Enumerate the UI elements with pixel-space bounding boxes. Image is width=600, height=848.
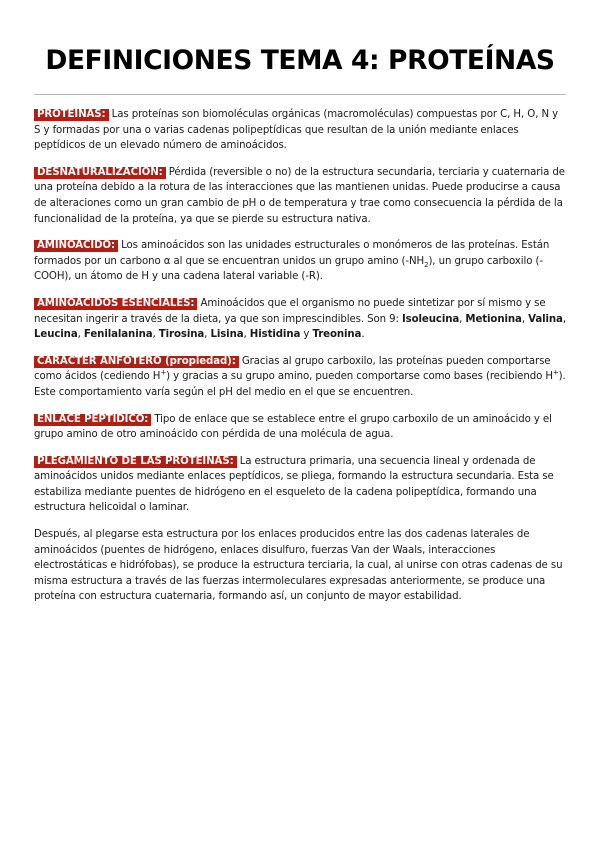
amino-acid-name: Isoleucina (401, 313, 460, 325)
amino-acid-name: Valina (528, 313, 563, 325)
list-separator: , (521, 313, 529, 325)
list-separator: y (300, 329, 313, 341)
definition-text-end: ). Este comportamiento varía según el pH del medio en el que se encuentren. (34, 371, 566, 398)
term-label: AMINOÁCIDOS ESENCIALES: (34, 298, 197, 310)
term-label: PLEGAMIENTO DE LAS PROTEÍNAS: (34, 456, 237, 468)
title-divider (34, 94, 566, 95)
superscript: + (552, 368, 559, 377)
list-separator: , (459, 313, 466, 325)
definition-desnaturalizacion (34, 165, 566, 227)
amino-acid-name: Fenilalanina (83, 329, 153, 341)
term-label: ENLACE PEPTÍDICO: (34, 414, 151, 426)
definition-text: Pérdida (reversible o no) de la estructura secundaria, terciaria y cuaternaria de una proteína debido a la rotura de las interacciones que las mantienen unidas. Puede producirse a causa de alteraciones como un gran cambio de pH o de temperatura y trae como consecuencia la pérdida de la funcionalidad de la proteína, ya que se pierde su estructura nativa. (34, 166, 565, 225)
list-separator: , (562, 313, 566, 325)
definition-text: Las proteínas son biomoléculas orgánicas (macromoléculas) compuestas por C, H, O, N y S y formadas por una o varias cadenas polipeptídicas que resultan de la unión mediante enlaces peptídicos de un elevado número de aminoácidos. (34, 109, 559, 152)
amino-acid-name: Histidina (249, 329, 301, 341)
page-title: DEFINICIONES TEMA 4: PROTEÍNAS (45, 45, 555, 76)
subscript: 2 (424, 260, 429, 269)
amino-acid-name: Leucina (34, 329, 78, 341)
definition-enlace-peptidico (34, 412, 566, 443)
definition-text-cont: ), un grupo carboxilo (-COOH), un átomo de H y una cadena lateral variable (-R). (34, 255, 543, 283)
definition-proteinas (34, 107, 566, 154)
list-separator: , (204, 329, 211, 341)
term-label: AMINOÁCIDO: (34, 240, 118, 252)
superscript: + (160, 368, 167, 377)
closing-paragraph: Después, al plegarse esta estructura por los enlaces producidos entre las dos cadenas laterales de aminoácidos (puentes de hidrógeno, enlaces disulfuro, fuerzas Van der Waals, interacciones electrostáticas e hidrófobas), se produce la estructura terciaria, la cual, al unirse con otras cadenas de su misma estructura a través de las fuerzas intermoleculares expresadas anteriormente, se produce una proteína con estructura cuaternaria, formando así, un conjunto de mayor estabilidad. (34, 529, 563, 603)
definition-text-cont: ) y gracias a su grupo amino, pueden comportarse como bases (recibiendo H (166, 371, 553, 383)
definition-plegamiento (34, 454, 566, 516)
list-separator: , (152, 329, 159, 341)
definition-aminoacido (34, 238, 566, 285)
list-separator: . (361, 329, 365, 341)
definition-aminoacidos-esenciales (34, 296, 566, 343)
definition-text: La estructura primaria, una secuencia lineal y ordenada de aminoácidos unidos mediante enlaces peptídicos, se pliega, formando la estructura secundaria. Esta se estabiliza mediante puentes de hidrógeno en el esqueleto de la cadena polipeptídica, formando una estructura helicoidal o laminar. (34, 455, 554, 514)
amino-acid-name: Tirosina (158, 329, 205, 341)
definition-text: Gracias al grupo carboxilo, las proteínas pueden comportarse como ácidos (cediendo H (34, 355, 551, 383)
amino-acid-name: Metionina (465, 313, 522, 325)
list-separator: , (243, 329, 250, 341)
definition-text: Los aminoácidos son las unidades estructurales o monómeros de las proteínas. Están formados por un carbono α al que se encuentran unidos un grupo amino (-NH (34, 240, 550, 267)
amino-acid-name: Lisina (210, 329, 244, 341)
term-label: DESNATURALIZACIÓN: (34, 167, 166, 179)
definition-caracter-anfotero (34, 354, 566, 401)
term-label: PROTEÍNAS: (34, 109, 109, 121)
definition-text: Aminoácidos que el organismo no puede sintetizar por sí mismo y se necesitan ingerir a través de la dieta, ya que son imprescindibles. Son 9: (34, 297, 546, 325)
definition-text: Tipo de enlace que se establece entre el grupo carboxilo de un aminoácido y el grupo amino de otro aminoácido con pérdida de una molécula de agua. (34, 413, 552, 441)
amino-acid-name: Treonina (312, 329, 362, 341)
term-label: CARÁCTER ANFÓTERO (propiedad): (34, 356, 239, 368)
list-separator: , (77, 329, 84, 341)
